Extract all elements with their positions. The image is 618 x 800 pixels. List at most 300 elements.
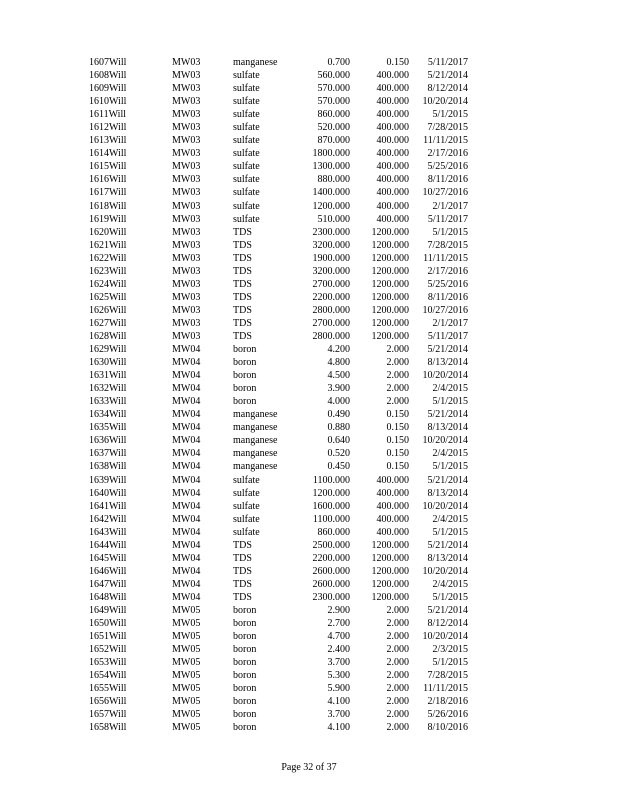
sample-date: 2/3/2015 [432, 644, 468, 656]
limit-value: 1200.000 [371, 317, 409, 329]
row-id: 1654Will [89, 670, 127, 682]
limit-value: 400.000 [376, 70, 409, 82]
row-id: 1607Will [89, 57, 127, 68]
measured-value: 4.100 [327, 696, 350, 708]
sample-date: 8/13/2014 [427, 487, 468, 499]
well-id: MW05 [172, 618, 201, 630]
well-id: MW05 [172, 604, 201, 616]
limit-value: 2.000 [386, 722, 409, 734]
limit-value: 1200.000 [371, 291, 409, 303]
row-id: 1649Will [89, 604, 127, 616]
row-id: 1637Will [89, 448, 127, 460]
sample-date: 2/4/2015 [432, 578, 468, 590]
limit-value: 1200.000 [371, 226, 409, 238]
parameter: sulfate [233, 474, 260, 486]
well-id: MW03 [172, 252, 201, 264]
sample-date: 8/12/2014 [427, 83, 468, 95]
well-id: MW04 [172, 435, 201, 447]
table-row [0, 708, 618, 721]
row-id: 1610Will [89, 96, 127, 108]
measured-value: 860.000 [317, 109, 350, 121]
measured-value: 2.400 [327, 644, 350, 656]
well-id: MW03 [172, 83, 201, 95]
table-row [0, 330, 618, 343]
parameter: TDS [233, 278, 252, 290]
well-id: MW03 [172, 96, 201, 108]
parameter: sulfate [233, 213, 260, 225]
well-id: MW03 [172, 291, 201, 303]
measured-value: 3.700 [327, 657, 350, 669]
limit-value: 400.000 [376, 200, 409, 212]
row-id: 1614Will [89, 148, 127, 160]
measured-value: 0.450 [327, 461, 350, 473]
limit-value: 2.000 [386, 709, 409, 721]
parameter: sulfate [233, 200, 260, 212]
measured-value: 2700.000 [312, 278, 350, 290]
row-id: 1628Will [89, 330, 127, 342]
table-row [0, 434, 618, 447]
row-id: 1644Will [89, 539, 127, 551]
well-id: MW03 [172, 317, 201, 329]
row-id: 1613Will [89, 135, 127, 147]
table-row [0, 656, 618, 669]
sample-date: 5/1/2015 [432, 109, 468, 121]
parameter: sulfate [233, 96, 260, 108]
parameter: TDS [233, 252, 252, 264]
row-id: 1624Will [89, 278, 127, 290]
well-id: MW05 [172, 696, 201, 708]
sample-date: 2/1/2017 [432, 317, 468, 329]
well-id: MW05 [172, 670, 201, 682]
limit-value: 400.000 [376, 135, 409, 147]
table-row [0, 500, 618, 513]
limit-value: 2.000 [386, 604, 409, 616]
measured-value: 0.700 [327, 57, 350, 68]
parameter: sulfate [233, 135, 260, 147]
table-row [0, 200, 618, 213]
row-id: 1653Will [89, 657, 127, 669]
parameter: manganese [233, 422, 278, 434]
table-row [0, 252, 618, 265]
measured-value: 870.000 [317, 135, 350, 147]
measured-value: 2200.000 [312, 552, 350, 564]
row-id: 1627Will [89, 317, 127, 329]
well-id: MW05 [172, 644, 201, 656]
well-id: MW03 [172, 213, 201, 225]
table-row [0, 160, 618, 173]
parameter: sulfate [233, 187, 260, 199]
row-id: 1652Will [89, 644, 127, 656]
measured-value: 0.880 [327, 422, 350, 434]
measured-value: 2300.000 [312, 226, 350, 238]
measured-value: 2200.000 [312, 291, 350, 303]
parameter: manganese [233, 448, 278, 460]
measured-value: 1200.000 [312, 487, 350, 499]
sample-date: 5/21/2014 [427, 70, 468, 82]
limit-value: 2.000 [386, 696, 409, 708]
parameter: boron [233, 631, 257, 643]
table-row [0, 421, 618, 434]
well-id: MW03 [172, 239, 201, 251]
table-row [0, 356, 618, 369]
row-id: 1635Will [89, 422, 127, 434]
sample-date: 7/28/2015 [427, 670, 468, 682]
table-row [0, 382, 618, 395]
well-id: MW03 [172, 226, 201, 238]
sample-date: 5/21/2014 [427, 409, 468, 421]
table-row [0, 539, 618, 552]
row-id: 1625Will [89, 291, 127, 303]
parameter: boron [233, 722, 257, 734]
parameter: sulfate [233, 174, 260, 186]
table-row [0, 669, 618, 682]
table-row [0, 460, 618, 473]
limit-value: 400.000 [376, 161, 409, 173]
parameter: sulfate [233, 70, 260, 82]
limit-value: 1200.000 [371, 265, 409, 277]
measured-value: 560.000 [317, 70, 350, 82]
row-id: 1632Will [89, 383, 127, 395]
parameter: sulfate [233, 526, 260, 538]
limit-value: 0.150 [386, 422, 409, 434]
sample-date: 5/1/2015 [432, 591, 468, 603]
parameter: manganese [233, 435, 278, 447]
limit-value: 2.000 [386, 683, 409, 695]
measured-value: 4.800 [327, 357, 350, 369]
sample-date: 5/1/2015 [432, 526, 468, 538]
row-id: 1648Will [89, 591, 127, 603]
limit-value: 0.150 [386, 57, 409, 68]
well-id: MW04 [172, 500, 201, 512]
sample-date: 10/20/2014 [422, 631, 468, 643]
sample-date: 5/1/2015 [432, 226, 468, 238]
parameter: TDS [233, 552, 252, 564]
limit-value: 2.000 [386, 631, 409, 643]
well-id: MW05 [172, 709, 201, 721]
parameter: TDS [233, 317, 252, 329]
sample-date: 2/17/2016 [427, 148, 468, 160]
sample-date: 2/4/2015 [432, 513, 468, 525]
parameter: boron [233, 344, 257, 356]
limit-value: 1200.000 [371, 239, 409, 251]
well-id: MW04 [172, 357, 201, 369]
table-row [0, 578, 618, 591]
well-id: MW03 [172, 70, 201, 82]
row-id: 1658Will [89, 722, 127, 734]
limit-value: 400.000 [376, 187, 409, 199]
well-id: MW03 [172, 109, 201, 121]
table-row [0, 369, 618, 382]
row-id: 1626Will [89, 304, 127, 316]
sample-date: 2/18/2016 [427, 696, 468, 708]
parameter: boron [233, 696, 257, 708]
well-id: MW04 [172, 461, 201, 473]
row-id: 1622Will [89, 252, 127, 264]
sample-date: 5/26/2016 [427, 709, 468, 721]
well-id: MW04 [172, 422, 201, 434]
sample-date: 5/25/2016 [427, 278, 468, 290]
sample-date: 10/20/2014 [422, 565, 468, 577]
row-id: 1636Will [89, 435, 127, 447]
sample-date: 5/11/2017 [427, 57, 468, 68]
parameter: boron [233, 670, 257, 682]
limit-value: 1200.000 [371, 252, 409, 264]
parameter: manganese [233, 57, 278, 68]
limit-value: 400.000 [376, 122, 409, 134]
parameter: boron [233, 644, 257, 656]
table-row [0, 630, 618, 643]
limit-value: 2.000 [386, 618, 409, 630]
sample-date: 7/28/2015 [427, 122, 468, 134]
parameter: boron [233, 657, 257, 669]
limit-value: 400.000 [376, 109, 409, 121]
parameter: sulfate [233, 109, 260, 121]
sample-date: 5/21/2014 [427, 344, 468, 356]
sample-date: 8/13/2014 [427, 422, 468, 434]
limit-value: 400.000 [376, 148, 409, 160]
table-row [0, 173, 618, 186]
sample-date: 2/17/2016 [427, 265, 468, 277]
limit-value: 400.000 [376, 474, 409, 486]
table-row [0, 278, 618, 291]
sample-date: 2/4/2015 [432, 448, 468, 460]
table-row [0, 134, 618, 147]
sample-date: 10/20/2014 [422, 96, 468, 108]
table-row [0, 304, 618, 317]
table-row [0, 695, 618, 708]
row-id: 1619Will [89, 213, 127, 225]
parameter: TDS [233, 565, 252, 577]
parameter: boron [233, 618, 257, 630]
table-row [0, 213, 618, 226]
sample-date: 11/11/2015 [423, 683, 468, 695]
row-id: 1618Will [89, 200, 127, 212]
well-id: MW04 [172, 370, 201, 382]
limit-value: 400.000 [376, 513, 409, 525]
limit-value: 1200.000 [371, 304, 409, 316]
parameter: manganese [233, 461, 278, 473]
measured-value: 570.000 [317, 83, 350, 95]
well-id: MW03 [172, 161, 201, 173]
parameter: TDS [233, 291, 252, 303]
limit-value: 2.000 [386, 657, 409, 669]
well-id: MW04 [172, 539, 201, 551]
parameter: TDS [233, 265, 252, 277]
limit-value: 1200.000 [371, 552, 409, 564]
limit-value: 2.000 [386, 644, 409, 656]
well-id: MW04 [172, 474, 201, 486]
row-id: 1655Will [89, 683, 127, 695]
sample-date: 5/1/2015 [432, 461, 468, 473]
row-id: 1656Will [89, 696, 127, 708]
limit-value: 0.150 [386, 435, 409, 447]
sample-date: 10/20/2014 [422, 500, 468, 512]
row-id: 1643Will [89, 526, 127, 538]
measured-value: 880.000 [317, 174, 350, 186]
measured-value: 5.300 [327, 670, 350, 682]
row-id: 1608Will [89, 70, 127, 82]
well-id: MW03 [172, 200, 201, 212]
row-id: 1645Will [89, 552, 127, 564]
parameter: sulfate [233, 161, 260, 173]
row-id: 1642Will [89, 513, 127, 525]
measured-value: 2.900 [327, 604, 350, 616]
parameter: TDS [233, 591, 252, 603]
limit-value: 1200.000 [371, 578, 409, 590]
page-footer: Page 32 of 37 [281, 762, 337, 773]
limit-value: 1200.000 [371, 591, 409, 603]
row-id: 1621Will [89, 239, 127, 251]
limit-value: 2.000 [386, 344, 409, 356]
measured-value: 0.520 [327, 448, 350, 460]
sample-date: 11/11/2015 [423, 252, 468, 264]
measured-value: 510.000 [317, 213, 350, 225]
sample-date: 8/11/2016 [427, 174, 468, 186]
limit-value: 400.000 [376, 83, 409, 95]
measured-value: 860.000 [317, 526, 350, 538]
row-id: 1612Will [89, 122, 127, 134]
row-id: 1641Will [89, 500, 127, 512]
parameter: TDS [233, 226, 252, 238]
well-id: MW04 [172, 578, 201, 590]
row-id: 1634Will [89, 409, 127, 421]
sample-date: 8/13/2014 [427, 552, 468, 564]
limit-value: 0.150 [386, 448, 409, 460]
sample-date: 7/28/2015 [427, 239, 468, 251]
sample-date: 5/1/2015 [432, 657, 468, 669]
sample-date: 10/27/2016 [422, 304, 468, 316]
row-id: 1620Will [89, 226, 127, 238]
sample-date: 2/4/2015 [432, 383, 468, 395]
table-row [0, 526, 618, 539]
sample-date: 11/11/2015 [423, 135, 468, 147]
measured-value: 1200.000 [312, 200, 350, 212]
row-id: 1633Will [89, 396, 127, 408]
well-id: MW03 [172, 187, 201, 199]
well-id: MW03 [172, 304, 201, 316]
measured-value: 520.000 [317, 122, 350, 134]
limit-value: 0.150 [386, 409, 409, 421]
well-id: MW04 [172, 487, 201, 499]
parameter: boron [233, 709, 257, 721]
sample-date: 5/25/2016 [427, 161, 468, 173]
limit-value: 400.000 [376, 174, 409, 186]
measured-value: 2600.000 [312, 578, 350, 590]
table-row [0, 395, 618, 408]
parameter: sulfate [233, 83, 260, 95]
measured-value: 4.000 [327, 396, 350, 408]
table-row [0, 682, 618, 695]
limit-value: 1200.000 [371, 565, 409, 577]
limit-value: 1200.000 [371, 278, 409, 290]
well-id: MW04 [172, 591, 201, 603]
well-id: MW03 [172, 265, 201, 277]
parameter: TDS [233, 578, 252, 590]
measured-value: 2600.000 [312, 565, 350, 577]
measured-value: 1100.000 [312, 513, 350, 525]
row-id: 1616Will [89, 174, 127, 186]
limit-value: 2.000 [386, 370, 409, 382]
sample-date: 5/11/2017 [427, 330, 468, 342]
row-id: 1640Will [89, 487, 127, 499]
table-row [0, 121, 618, 134]
table-row [0, 226, 618, 239]
table-row [0, 108, 618, 121]
sample-date: 5/1/2015 [432, 396, 468, 408]
measured-value: 2500.000 [312, 539, 350, 551]
row-id: 1657Will [89, 709, 127, 721]
row-id: 1639Will [89, 474, 127, 486]
well-id: MW04 [172, 383, 201, 395]
measured-value: 4.100 [327, 722, 350, 734]
measured-value: 1900.000 [312, 252, 350, 264]
table-row [0, 239, 618, 252]
row-id: 1629Will [89, 344, 127, 356]
well-id: MW03 [172, 57, 201, 68]
measured-value: 0.640 [327, 435, 350, 447]
measured-value: 5.900 [327, 683, 350, 695]
row-id: 1611Will [89, 109, 127, 121]
row-id: 1609Will [89, 83, 127, 95]
well-id: MW04 [172, 448, 201, 460]
sample-date: 10/20/2014 [422, 435, 468, 447]
well-id: MW03 [172, 122, 201, 134]
parameter: boron [233, 396, 257, 408]
sample-date: 2/1/2017 [432, 200, 468, 212]
measured-value: 1400.000 [312, 187, 350, 199]
measured-value: 4.500 [327, 370, 350, 382]
table-row [0, 604, 618, 617]
well-id: MW04 [172, 526, 201, 538]
table-row [0, 565, 618, 578]
table-row [0, 617, 618, 630]
row-id: 1617Will [89, 187, 127, 199]
parameter: boron [233, 370, 257, 382]
limit-value: 1200.000 [371, 539, 409, 551]
sample-date: 8/10/2016 [427, 722, 468, 734]
limit-value: 0.150 [386, 461, 409, 473]
table-row [0, 513, 618, 526]
well-id: MW04 [172, 565, 201, 577]
parameter: sulfate [233, 148, 260, 160]
well-id: MW04 [172, 513, 201, 525]
well-id: MW04 [172, 409, 201, 421]
row-id: 1647Will [89, 578, 127, 590]
measured-value: 2800.000 [312, 304, 350, 316]
measured-value: 2700.000 [312, 317, 350, 329]
table-row [0, 317, 618, 330]
parameter: manganese [233, 409, 278, 421]
parameter: sulfate [233, 500, 260, 512]
data-table [0, 56, 618, 734]
limit-value: 400.000 [376, 526, 409, 538]
measured-value: 1300.000 [312, 161, 350, 173]
table-row [0, 343, 618, 356]
well-id: MW03 [172, 148, 201, 160]
table-row [0, 408, 618, 421]
row-id: 1630Will [89, 357, 127, 369]
table-row [0, 643, 618, 656]
measured-value: 3200.000 [312, 265, 350, 277]
parameter: TDS [233, 330, 252, 342]
sample-date: 10/20/2014 [422, 370, 468, 382]
measured-value: 3.700 [327, 709, 350, 721]
measured-value: 2.700 [327, 618, 350, 630]
limit-value: 1200.000 [371, 330, 409, 342]
limit-value: 400.000 [376, 96, 409, 108]
parameter: TDS [233, 539, 252, 551]
parameter: sulfate [233, 513, 260, 525]
